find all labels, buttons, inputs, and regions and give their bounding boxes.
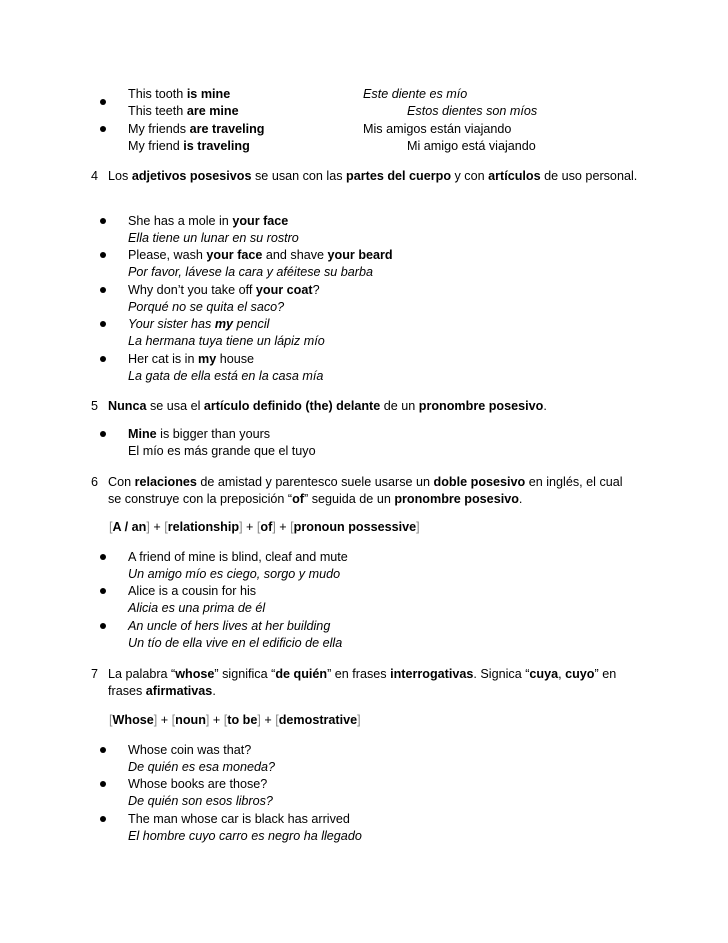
example-es: El mío es más grande que el tuyo <box>128 444 316 458</box>
bullet-dot <box>100 431 106 437</box>
example-en: The man whose car is black has arrived <box>128 812 350 826</box>
bullet-dot <box>100 321 106 327</box>
example-en: My friends are traveling <box>128 122 265 136</box>
example-en: Her cat is in my house <box>128 352 255 366</box>
example-en: Please, wash your face and shave your beard <box>128 248 393 262</box>
example-en: Whose coin was that? <box>128 743 252 757</box>
bullet-dot <box>100 816 106 822</box>
example-en: Whose books are those? <box>128 777 268 791</box>
bullet-dot <box>100 623 106 629</box>
bullet-dot <box>100 356 106 362</box>
example-en: She has a mole in your face <box>128 214 289 228</box>
bullet-dot <box>100 747 106 753</box>
bullet-dot <box>100 252 106 258</box>
example-en: This teeth are mine <box>128 104 239 118</box>
example-es: Ella tiene un lunar en su rostro <box>128 231 299 245</box>
bullet-dot <box>100 588 106 594</box>
bullet-dot <box>100 287 106 293</box>
example-es: Mi amigo está viajando <box>407 139 536 153</box>
bullet-dot <box>100 126 106 132</box>
example-en: Why don’t you take off your coat? <box>128 283 320 297</box>
example-en: This tooth is mine <box>128 87 231 101</box>
example-en: An uncle of hers lives at her building <box>128 619 331 633</box>
example-es: Un tío de ella vive en el edificio de ella <box>128 636 343 650</box>
example-en: Alice is a cousin for his <box>128 584 257 598</box>
example-es: Este diente es mío <box>363 87 468 101</box>
example-es: Alicia es una prima de él <box>128 601 266 615</box>
formula: [A / an] + [relationship] + [of] + [pronoun possessive] <box>109 520 420 534</box>
bullet-dot <box>100 99 106 105</box>
example-es: Mis amigos están viajando <box>363 122 512 136</box>
example-en: Your sister has my pencil <box>128 317 270 331</box>
section-text: Con relaciones de amistad y parentesco suele usarse un doble posesivo en inglés, el cual se construye con la preposición “of” seguida de un pronombre posesivo. <box>108 475 623 506</box>
example-es: Porqué no se quita el saco? <box>128 300 285 314</box>
bullet-dot <box>100 781 106 787</box>
example-en: Mine is bigger than yours <box>128 427 271 441</box>
section-number: 6 <box>91 475 99 489</box>
example-en: My friend is traveling <box>128 139 250 153</box>
section-number: 5 <box>91 399 99 413</box>
example-es: Un amigo mío es ciego, sorgo y mudo <box>128 567 341 581</box>
bullet-dot <box>100 554 106 560</box>
example-es: De quién son esos libros? <box>128 794 273 808</box>
formula: [Whose] + [noun] + [to be] + [demostrative] <box>109 713 361 727</box>
section-text: Nunca se usa el artículo definido (the) delante de un pronombre posesivo. <box>108 399 547 413</box>
example-es: El hombre cuyo carro es negro ha llegado <box>128 829 362 843</box>
section-text: Los adjetivos posesivos se usan con las partes del cuerpo y con artículos de uso personal. <box>108 169 638 183</box>
example-es: Estos dientes son míos <box>407 104 538 118</box>
bullet-dot <box>100 218 106 224</box>
section-text: La palabra “whose” significa “de quién” en frases interrogativas. Signica “cuya, cuyo” en frases afirmativas. <box>108 667 617 698</box>
example-en: A friend of mine is blind, cleaf and mute <box>128 550 348 564</box>
example-es: La gata de ella está en la casa mía <box>128 369 324 383</box>
example-es: Por favor, lávese la cara y aféitese su barba <box>128 265 374 279</box>
example-es: De quién es esa moneda? <box>128 760 276 774</box>
section-number: 7 <box>91 667 99 681</box>
section-number: 4 <box>91 169 99 183</box>
example-es: La hermana tuya tiene un lápiz mío <box>128 334 325 348</box>
